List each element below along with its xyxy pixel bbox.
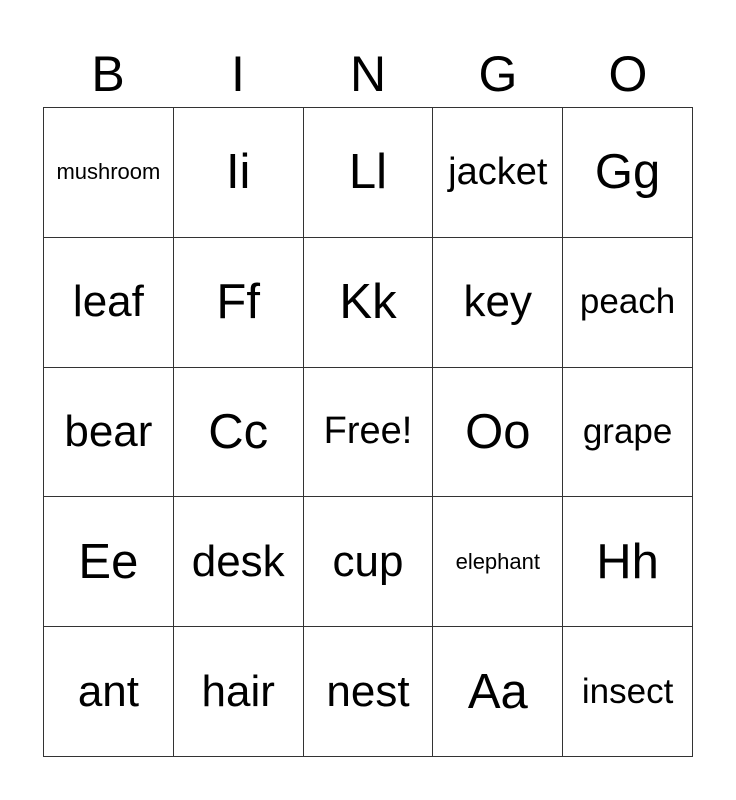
bingo-cell[interactable]: Aa bbox=[433, 627, 563, 757]
bingo-cell[interactable]: Ll bbox=[304, 108, 434, 238]
header-letter-g: G bbox=[478, 46, 518, 102]
bingo-cell[interactable]: leaf bbox=[44, 238, 174, 368]
header-letter-i: I bbox=[231, 46, 245, 102]
bingo-cell[interactable]: peach bbox=[563, 238, 693, 368]
bingo-cell[interactable]: mushroom bbox=[44, 108, 174, 238]
bingo-cell[interactable]: grape bbox=[563, 368, 693, 498]
header-letter-b: B bbox=[91, 46, 125, 102]
bingo-card-grid bbox=[43, 107, 693, 757]
bingo-cell[interactable]: bear bbox=[44, 368, 174, 498]
bingo-cell[interactable]: Oo bbox=[433, 368, 563, 498]
bingo-cell[interactable]: insect bbox=[563, 627, 693, 757]
bingo-cell[interactable]: desk bbox=[174, 497, 304, 627]
bingo-cell[interactable]: Hh bbox=[563, 497, 693, 627]
bingo-cell[interactable]: Ii bbox=[174, 108, 304, 238]
bingo-header bbox=[43, 40, 693, 108]
bingo-cell[interactable]: ant bbox=[44, 627, 174, 757]
bingo-cell[interactable]: elephant bbox=[433, 497, 563, 627]
bingo-cell[interactable]: Ee bbox=[44, 497, 174, 627]
header-letter-n: N bbox=[349, 46, 387, 102]
bingo-cell[interactable]: key bbox=[433, 238, 563, 368]
bingo-cell[interactable]: Gg bbox=[563, 108, 693, 238]
free-space-cell[interactable]: Free! bbox=[304, 368, 434, 498]
bingo-cell[interactable]: Kk bbox=[304, 238, 434, 368]
bingo-cell[interactable]: cup bbox=[304, 497, 434, 627]
bingo-cell[interactable]: jacket bbox=[433, 108, 563, 238]
bingo-cell[interactable]: hair bbox=[174, 627, 304, 757]
header-letter-o: O bbox=[608, 46, 648, 102]
bingo-cell[interactable]: Ff bbox=[174, 238, 304, 368]
bingo-cell[interactable]: Cc bbox=[174, 368, 304, 498]
bingo-cell[interactable]: nest bbox=[304, 627, 434, 757]
